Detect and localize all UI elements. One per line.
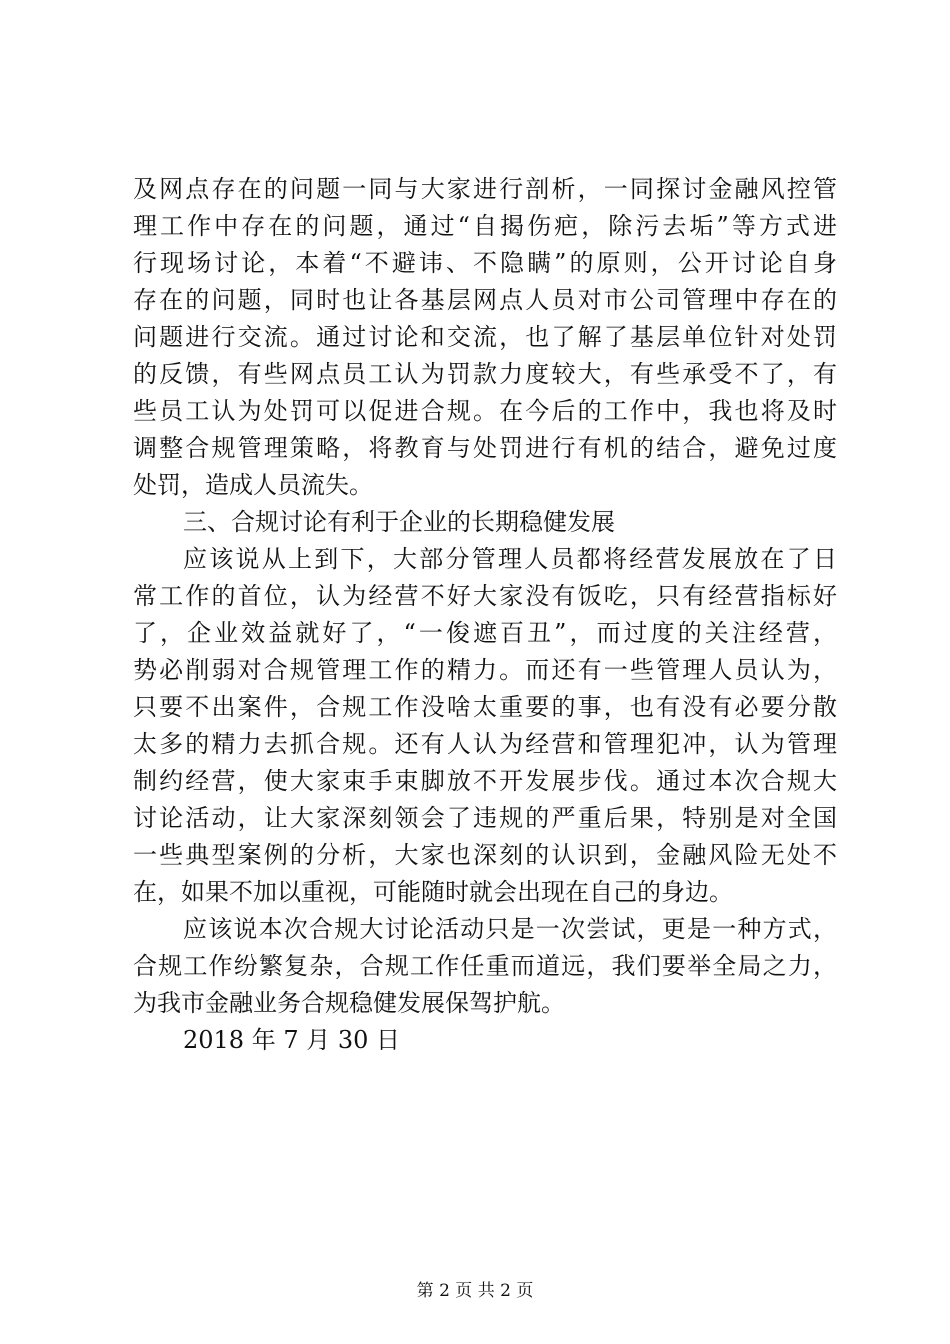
text-line: 理工作中存在的问题，通过“自揭伤疤，除污去垢”等方式进: [133, 212, 837, 240]
section-heading: 三、合规讨论有利于企业的长期稳健发展: [183, 508, 615, 536]
text-line: 及网点存在的问题一同与大家进行剖析，一同探讨金融风控管: [133, 175, 837, 203]
text-line: 太多的精力去抓合规。还有人认为经营和管理犯冲，认为管理: [133, 730, 837, 758]
text-line: 存在的问题，同时也让各基层网点人员对市公司管理中存在的: [133, 286, 837, 314]
text-line: 些员工认为处罚可以促进合规。在今后的工作中，我也将及时: [133, 397, 837, 425]
text-line: 合规工作纷繁复杂，合规工作任重而道远，我们要举全局之力，: [133, 952, 837, 980]
text-line: 应该说本次合规大讨论活动只是一次尝试，更是一种方式，: [183, 915, 837, 943]
text-line: 的反馈，有些网点员工认为罚款力度较大，有些承受不了，有: [133, 360, 837, 388]
text-line: 调整合规管理策略，将教育与处罚进行有机的结合，避免过度: [133, 434, 837, 462]
text-line: 处罚，造成人员流失。: [133, 471, 373, 499]
text-line: 问题进行交流。通过讨论和交流，也了解了基层单位针对处罚: [133, 323, 837, 351]
text-line: 讨论活动，让大家深刻领会了违规的严重后果，特别是对全国: [133, 804, 837, 832]
text-line: 一些典型案例的分析，大家也深刻的认识到，金融风险无处不: [133, 841, 837, 869]
text-line: 常工作的首位，认为经营不好大家没有饭吃，只有经营指标好: [133, 582, 837, 610]
text-line: 行现场讨论，本着“不避讳、不隐瞒”的原则，公开讨论自身: [133, 249, 837, 277]
text-line: 了，企业效益就好了，“一俊遮百丑”，而过度的关注经营，: [133, 619, 837, 647]
text-line: 为我市金融业务合规稳健发展保驾护航。: [133, 989, 565, 1017]
text-line: 应该说从上到下，大部分管理人员都将经营发展放在了日: [183, 545, 837, 573]
document-body: [133, 171, 837, 1059]
document-date: 2018 年 7 月 30 日: [183, 1026, 401, 1054]
text-line: 制约经营，使大家束手束脚放不开发展步伐。通过本次合规大: [133, 767, 837, 795]
text-line: 势必削弱对合规管理工作的精力。而还有一些管理人员认为，: [133, 656, 837, 684]
text-line: 只要不出案件，合规工作没啥太重要的事，也有没有必要分散: [133, 693, 837, 721]
page-number: 第 2 页 共 2 页: [416, 1281, 534, 1301]
text-line: 在，如果不加以重视，可能随时就会出现在自己的身边。: [133, 878, 733, 906]
